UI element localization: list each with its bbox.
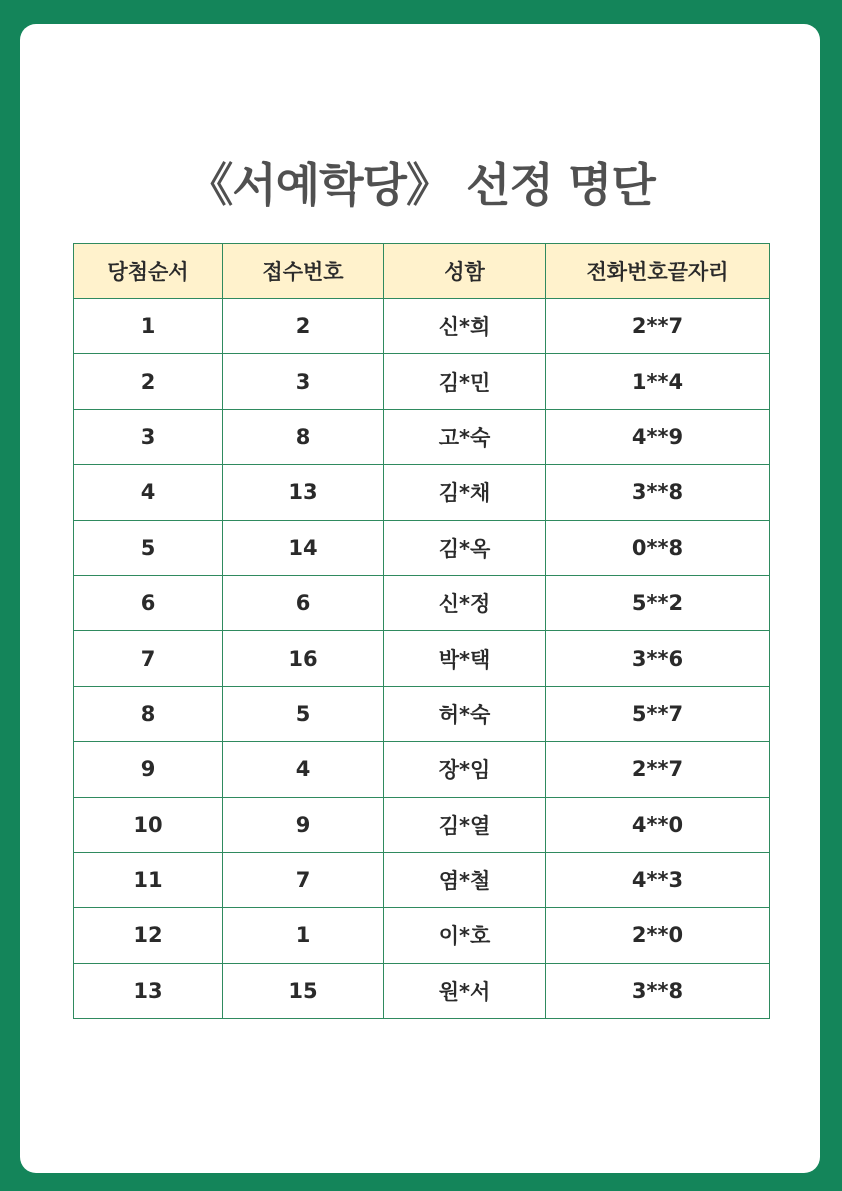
table-header-row [74, 244, 770, 299]
header-receipt-number: 접수번호 [223, 244, 384, 299]
winners-table [73, 243, 770, 1019]
cell-phone-last-digits: 3**6 [546, 631, 770, 686]
table-row [74, 797, 770, 852]
cell-draw-order: 1 [74, 299, 223, 354]
cell-draw-order: 12 [74, 908, 223, 963]
cell-draw-order: 11 [74, 852, 223, 907]
cell-receipt-number: 5 [223, 686, 384, 741]
cell-name: 장*임 [384, 742, 546, 797]
page-title: 《서예학당》 선정 명단 [187, 158, 655, 212]
table-row [74, 575, 770, 630]
header-draw-order: 당첨순서 [74, 244, 223, 299]
cell-name: 김*옥 [384, 520, 546, 575]
cell-draw-order: 3 [74, 409, 223, 464]
cell-receipt-number: 16 [223, 631, 384, 686]
cell-name: 김*채 [384, 465, 546, 520]
cell-phone-last-digits: 4**0 [546, 797, 770, 852]
cell-phone-last-digits: 2**7 [546, 299, 770, 354]
cell-receipt-number: 6 [223, 575, 384, 630]
cell-phone-last-digits: 2**7 [546, 742, 770, 797]
cell-receipt-number: 9 [223, 797, 384, 852]
cell-receipt-number: 8 [223, 409, 384, 464]
table-row [74, 631, 770, 686]
cell-receipt-number: 3 [223, 354, 384, 409]
cell-name: 원*서 [384, 963, 546, 1018]
cell-draw-order: 8 [74, 686, 223, 741]
cell-phone-last-digits: 1**4 [546, 354, 770, 409]
table-row [74, 852, 770, 907]
cell-draw-order: 10 [74, 797, 223, 852]
cell-draw-order: 13 [74, 963, 223, 1018]
cell-name: 허*숙 [384, 686, 546, 741]
cell-phone-last-digits: 0**8 [546, 520, 770, 575]
cell-draw-order: 2 [74, 354, 223, 409]
cell-name: 고*숙 [384, 409, 546, 464]
cell-name: 신*희 [384, 299, 546, 354]
cell-name: 김*민 [384, 354, 546, 409]
cell-phone-last-digits: 3**8 [546, 465, 770, 520]
table-row [74, 299, 770, 354]
cell-name: 신*정 [384, 575, 546, 630]
table-row [74, 520, 770, 575]
cell-draw-order: 7 [74, 631, 223, 686]
cell-receipt-number: 2 [223, 299, 384, 354]
cell-name: 박*택 [384, 631, 546, 686]
cell-receipt-number: 7 [223, 852, 384, 907]
header-phone-last-digits: 전화번호끝자리 [546, 244, 770, 299]
cell-draw-order: 5 [74, 520, 223, 575]
cell-receipt-number: 4 [223, 742, 384, 797]
cell-draw-order: 4 [74, 465, 223, 520]
table-row [74, 686, 770, 741]
table-row [74, 742, 770, 797]
cell-name: 김*열 [384, 797, 546, 852]
cell-phone-last-digits: 4**9 [546, 409, 770, 464]
table-row [74, 908, 770, 963]
cell-phone-last-digits: 4**3 [546, 852, 770, 907]
cell-name: 염*철 [384, 852, 546, 907]
cell-draw-order: 9 [74, 742, 223, 797]
cell-phone-last-digits: 5**2 [546, 575, 770, 630]
cell-receipt-number: 15 [223, 963, 384, 1018]
table-body [74, 299, 770, 1019]
cell-receipt-number: 13 [223, 465, 384, 520]
cell-phone-last-digits: 5**7 [546, 686, 770, 741]
cell-name: 이*호 [384, 908, 546, 963]
header-name: 성함 [384, 244, 546, 299]
table-row [74, 963, 770, 1018]
cell-draw-order: 6 [74, 575, 223, 630]
table-row [74, 465, 770, 520]
table-row [74, 409, 770, 464]
cell-phone-last-digits: 2**0 [546, 908, 770, 963]
table-row [74, 354, 770, 409]
cell-receipt-number: 14 [223, 520, 384, 575]
cell-receipt-number: 1 [223, 908, 384, 963]
cell-phone-last-digits: 3**8 [546, 963, 770, 1018]
